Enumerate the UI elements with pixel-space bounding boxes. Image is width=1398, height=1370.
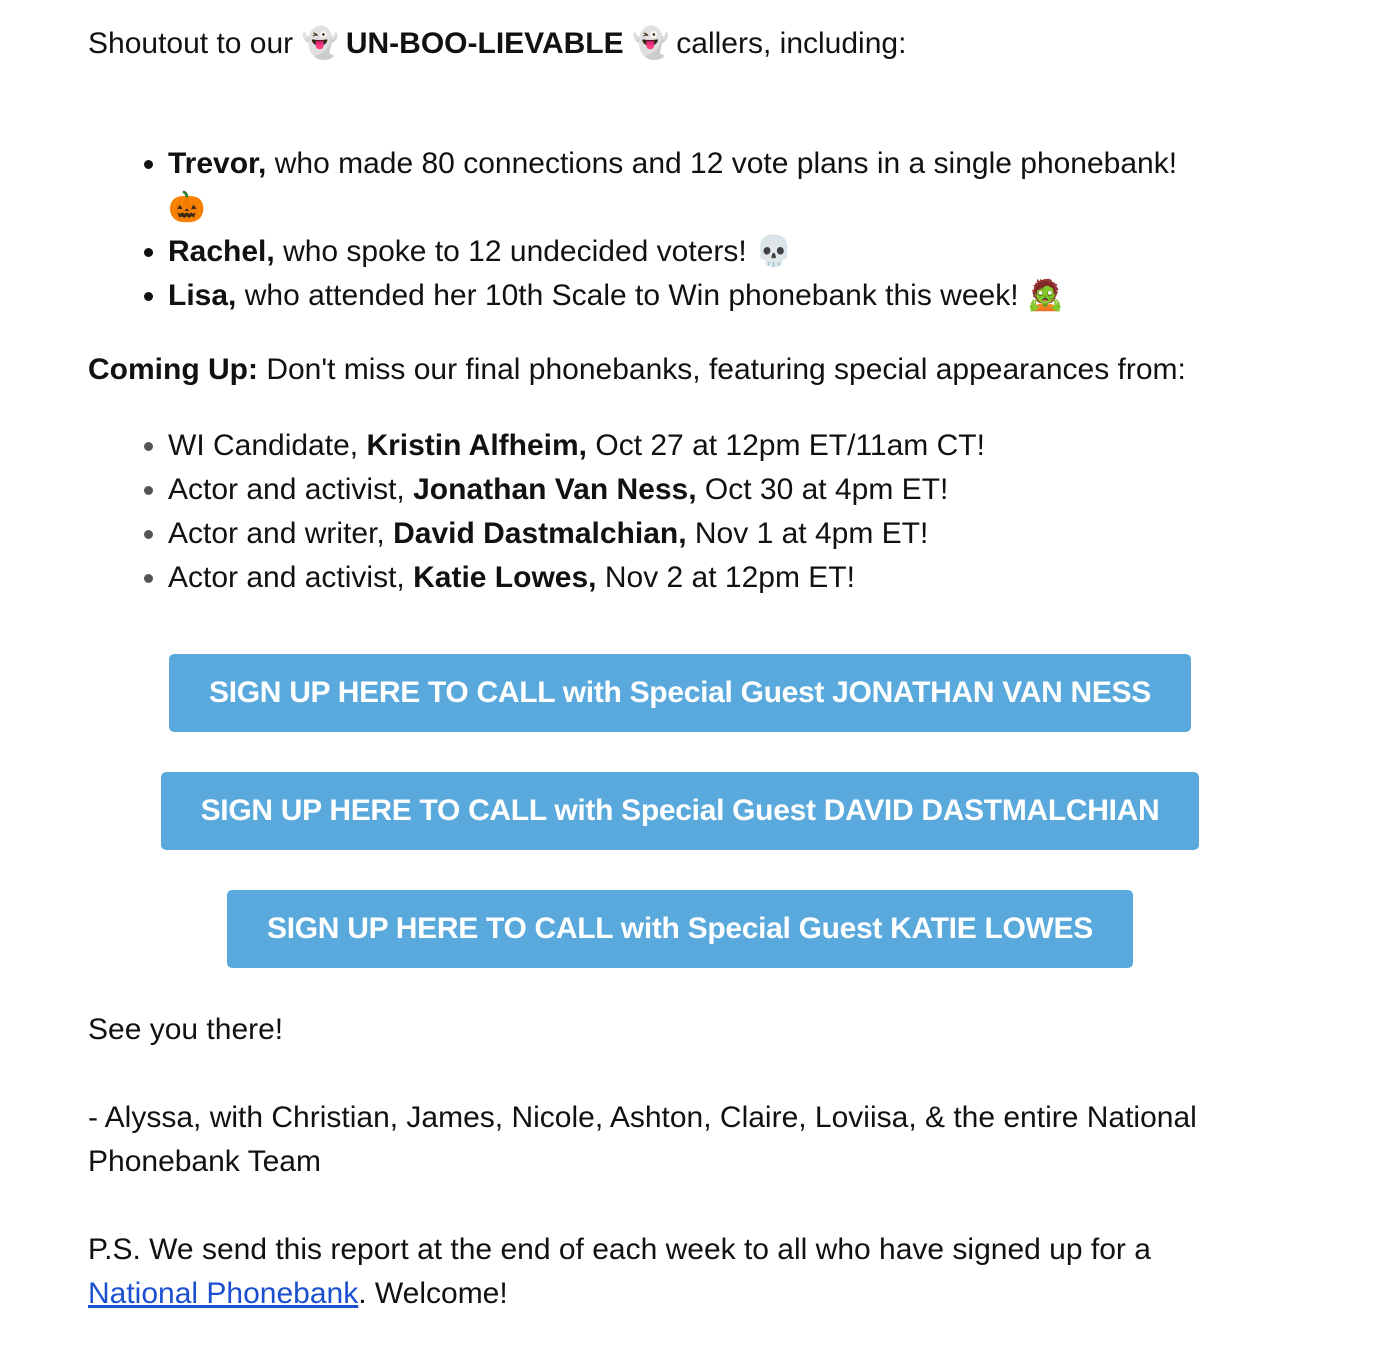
caller-name: Trevor,: [168, 147, 267, 180]
email-body: [88, 22, 1328, 1316]
ps-end: . Welcome!: [358, 1277, 508, 1310]
pumpkin-icon: 🎃: [168, 190, 206, 225]
caller-text: who spoke to 12 undecided voters!: [283, 235, 747, 268]
event-role: Actor and activist,: [168, 473, 405, 506]
list-item: [168, 142, 1328, 230]
signup-david-dastmalchian-button[interactable]: SIGN UP HERE TO CALL with Special Guest DAVID DASTMALCHIAN: [161, 772, 1200, 850]
coming-up-label: Coming Up:: [88, 353, 258, 386]
shoutout-line: [88, 22, 1328, 66]
ghost-icon: 👻: [301, 26, 339, 61]
event-role: Actor and writer,: [168, 517, 385, 550]
event-guest: Jonathan Van Ness,: [413, 473, 697, 506]
callers-list: [88, 142, 1328, 318]
skull-icon: 💀: [755, 234, 793, 269]
coming-up-line: [88, 348, 1328, 392]
list-item: [168, 556, 1328, 600]
caller-text: who attended her 10th Scale to Win phonebank this week!: [244, 279, 1019, 312]
zombie-icon: 🧟: [1026, 278, 1065, 313]
list-item: [168, 274, 1328, 318]
button-row: [88, 654, 1272, 732]
caller-name: Rachel,: [168, 235, 275, 268]
event-role: Actor and activist,: [168, 561, 405, 594]
signature: - Alyssa, with Christian, James, Nicole, Ashton, Claire, Loviisa, & the entire National Phonebank Team: [88, 1101, 1197, 1178]
button-row: [88, 772, 1272, 850]
event-role: WI Candidate,: [168, 429, 359, 462]
signup-jonathan-van-ness-button[interactable]: SIGN UP HERE TO CALL with Special Guest JONATHAN VAN NESS: [169, 654, 1191, 732]
shoutout-highlight: UN-BOO-LIEVABLE: [345, 27, 624, 60]
events-list: [88, 424, 1328, 600]
event-when: Nov 1 at 4pm ET!: [694, 517, 929, 550]
ghost-icon: 👻: [631, 26, 670, 61]
event-when: Nov 2 at 12pm ET!: [604, 561, 855, 594]
caller-text: who made 80 connections and 12 vote plans in a single phonebank!: [274, 147, 1178, 180]
event-when: Oct 30 at 4pm ET!: [704, 473, 949, 506]
shoutout-suffix: callers, including:: [676, 27, 907, 60]
national-phonebank-link[interactable]: National Phonebank: [88, 1277, 359, 1310]
list-item: [168, 230, 1328, 274]
see-you-line: See you there!: [88, 1013, 284, 1046]
list-item: [168, 468, 1328, 512]
event-guest: David Dastmalchian,: [393, 517, 687, 550]
shoutout-prefix: Shoutout to our: [88, 27, 294, 60]
coming-up-text: Don't miss our final phonebanks, featuring special appearances from:: [266, 353, 1186, 386]
button-row: [88, 890, 1272, 968]
list-item: [168, 424, 1328, 468]
event-guest: Kristin Alfheim,: [366, 429, 588, 462]
caller-name: Lisa,: [168, 279, 237, 312]
event-when: Oct 27 at 12pm ET/11am CT!: [595, 429, 985, 462]
list-item: [168, 512, 1328, 556]
ps-text: P.S. We send this report at the end of each week to all who have signed up for a: [88, 1233, 1151, 1266]
ps-line: [88, 1228, 1258, 1316]
signup-katie-lowes-button[interactable]: SIGN UP HERE TO CALL with Special Guest KATIE LOWES: [227, 890, 1133, 968]
event-guest: Katie Lowes,: [413, 561, 597, 594]
